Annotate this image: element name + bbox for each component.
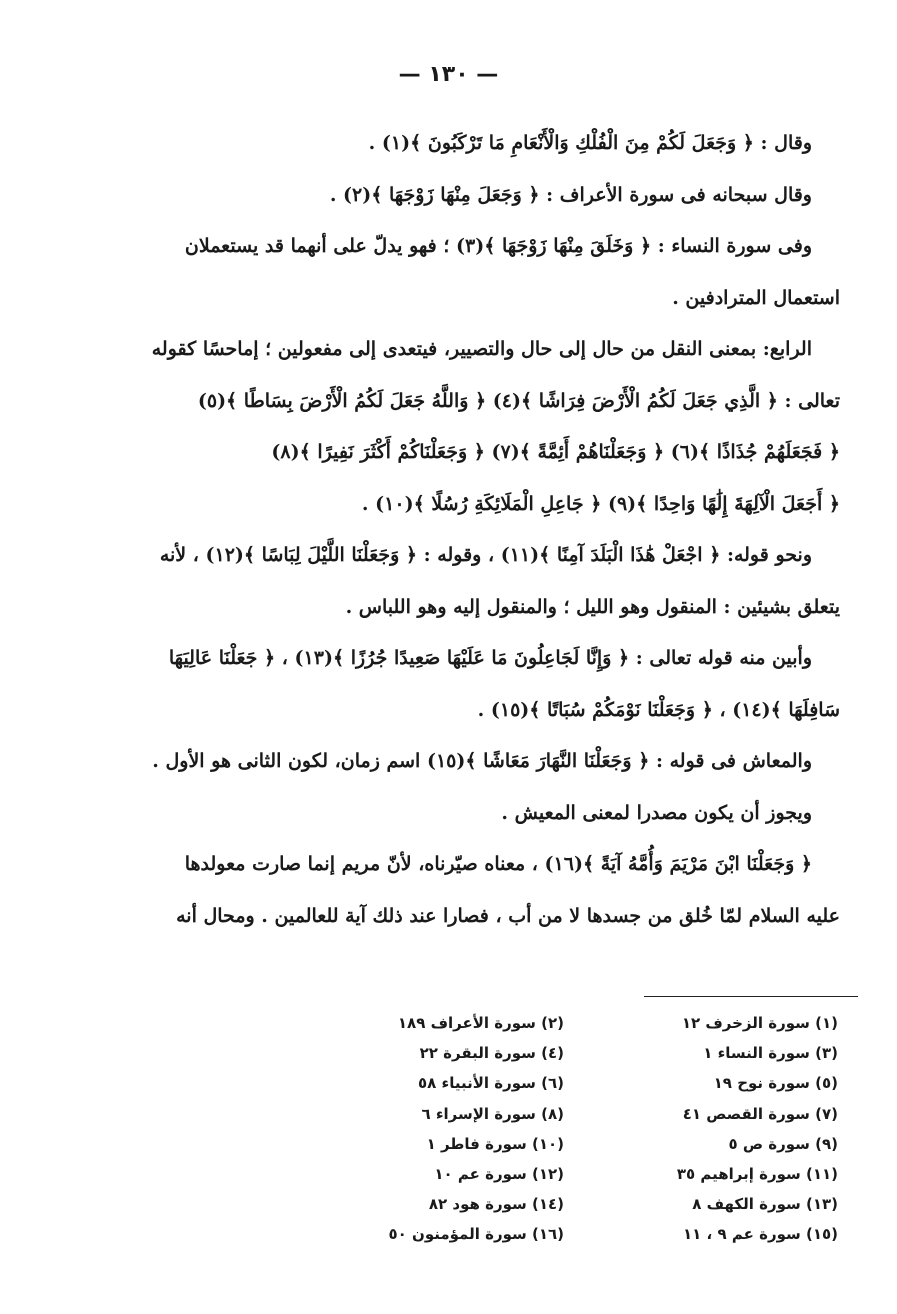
text-line: عليه السلام لمّا خُلق من جسدها لا من أب ، فصارا عند ذلك آية للعالمين . ومحال أنه bbox=[176, 904, 840, 927]
footnote-entry: (٩) سورة ص ٥ bbox=[728, 1134, 838, 1153]
footnote-row bbox=[290, 1068, 838, 1098]
footnote-entry: (١٢) سورة عم ١٠ bbox=[434, 1164, 564, 1183]
footnote-entry: (١٠) سورة فاطر ١ bbox=[426, 1134, 564, 1153]
footnote-entry: (٣) سورة النساء ١ bbox=[703, 1044, 838, 1063]
footnote-entry: (١٥) سورة عم ٩ ، ١١ bbox=[683, 1225, 838, 1244]
footnote-entry: (١١) سورة إبراهيم ٣٥ bbox=[676, 1164, 838, 1183]
footnote-row bbox=[290, 1038, 838, 1068]
footnote-entry: (١٦) سورة المؤمنون ٥٠ bbox=[388, 1225, 564, 1244]
page-number: — ١٣٠ — bbox=[398, 62, 499, 87]
footnote-row bbox=[290, 1189, 838, 1219]
footnote-row bbox=[290, 1129, 838, 1159]
text-line: الرابع: بمعنى النقل من حال إلى حال والتصيير، فيتعدى إلى مفعولين ؛ إماحسًا كقوله bbox=[151, 338, 812, 360]
footnote-entry: (٢) سورة الأعراف ١٨٩ bbox=[397, 1014, 564, 1032]
text-line: ﴿ فَجَعَلَهُمْ جُذَاذًا ﴾(٦) ﴿ وَجَعَلْنَاهُمْ أَئِمَّةً ﴾(٧) ﴿ وَجَعَلْنَاكُمْ أَكْثَرَ نَفِيرًا ﴾(٨) bbox=[271, 441, 840, 463]
footnote-entry: (٤) سورة البقرة ٢٢ bbox=[419, 1044, 564, 1063]
text-line: وقال : ﴿ وَجَعَلَ لَكُمْ مِنَ الْفُلْكِ وَالْأَنْعَامِ مَا تَرْكَبُونَ ﴾(١) . bbox=[368, 132, 812, 154]
footnote-entry: (٨) سورة الإسراء ٦ bbox=[421, 1104, 564, 1123]
text-line: ويجوز أن يكون مصدرا لمعنى المعيش . bbox=[501, 801, 812, 824]
text-line: والمعاش فى قوله : ﴿ وَجَعَلْنَا النَّهَارَ مَعَاشًا ﴾(١٥) اسم زمان، لكون الثانى هو الأول . bbox=[152, 750, 812, 772]
footnote-row bbox=[290, 1159, 838, 1189]
text-line: تعالى : ﴿ الَّذِي جَعَلَ لَكُمُ الْأَرْضَ فِرَاشًا ﴾(٤) ﴿ وَاللَّهُ جَعَلَ لَكُمُ الْأَرْضَ بِسَاطًا ﴾(٥) bbox=[197, 389, 840, 412]
text-line: يتعلق بشيئين : المنقول وهو الليل ؛ والمنقول إليه وهو اللباس . bbox=[345, 595, 840, 618]
text-line: ﴿ أَجَعَلَ الْآلِهَةَ إِلَٰهًا وَاحِدًا ﴾(٩) ﴿ جَاعِلِ الْمَلَائِكَةِ رُسُلًا ﴾(١٠) . bbox=[361, 492, 840, 515]
footnote-row bbox=[290, 1099, 838, 1129]
text-line: استعمال المترادفين . bbox=[672, 286, 840, 309]
body-text bbox=[118, 118, 840, 942]
footnote-divider bbox=[644, 996, 858, 997]
text-line: وأبين منه قوله تعالى : ﴿ وَإِنَّا لَجَاعِلُونَ مَا عَلَيْهَا صَعِيدًا جُرُزًا ﴾(١٣) ، ﴿ جَعَلْنَا عَالِيَهَا bbox=[168, 647, 812, 669]
text-line: وقال سبحانه فى سورة الأعراف : ﴿ وَجَعَلَ مِنْهَا زَوْجَهَا ﴾(٢) . bbox=[329, 183, 812, 206]
footnote-entry: (١٤) سورة هود ٨٢ bbox=[428, 1195, 564, 1214]
text-line: ﴿ وَجَعَلْنَا ابْنَ مَرْيَمَ وَأُمَّهُ آيَةً ﴾(١٦) ، معناه صيّرناه، لأنّ مريم إنما صارت معولدها bbox=[184, 853, 812, 875]
footnote-entry: (٥) سورة نوح ١٩ bbox=[713, 1074, 838, 1093]
footnote-entry: (١) سورة الزخرف ١٢ bbox=[681, 1014, 838, 1032]
footnote-entry: (٧) سورة القصص ٤١ bbox=[682, 1104, 838, 1123]
footnote-row bbox=[290, 1219, 838, 1249]
footnote-row bbox=[290, 1008, 838, 1038]
text-line: وفى سورة النساء : ﴿ وَخَلَقَ مِنْهَا زَوْجَهَا ﴾(٣) ؛ فهو يدلّ على أنهما قد يستعملان bbox=[184, 235, 812, 257]
text-line: سَافِلَهَا ﴾(١٤) ، ﴿ وَجَعَلْنَا نَوْمَكُمْ سُبَاتًا ﴾(١٥) . bbox=[477, 698, 840, 721]
footnote-entry: (١٣) سورة الكهف ٨ bbox=[692, 1195, 838, 1214]
footnote-entry: (٦) سورة الأنبياء ٥٨ bbox=[418, 1074, 564, 1093]
text-line: ونحو قوله: ﴿ اجْعَلْ هَٰذَا الْبَلَدَ آمِنًا ﴾(١١) ، وقوله : ﴿ وَجَعَلْنَا اللَّيْلَ لِبَاسًا ﴾(١٢) ، لأنه bbox=[159, 544, 812, 566]
footnotes bbox=[290, 1008, 838, 1250]
